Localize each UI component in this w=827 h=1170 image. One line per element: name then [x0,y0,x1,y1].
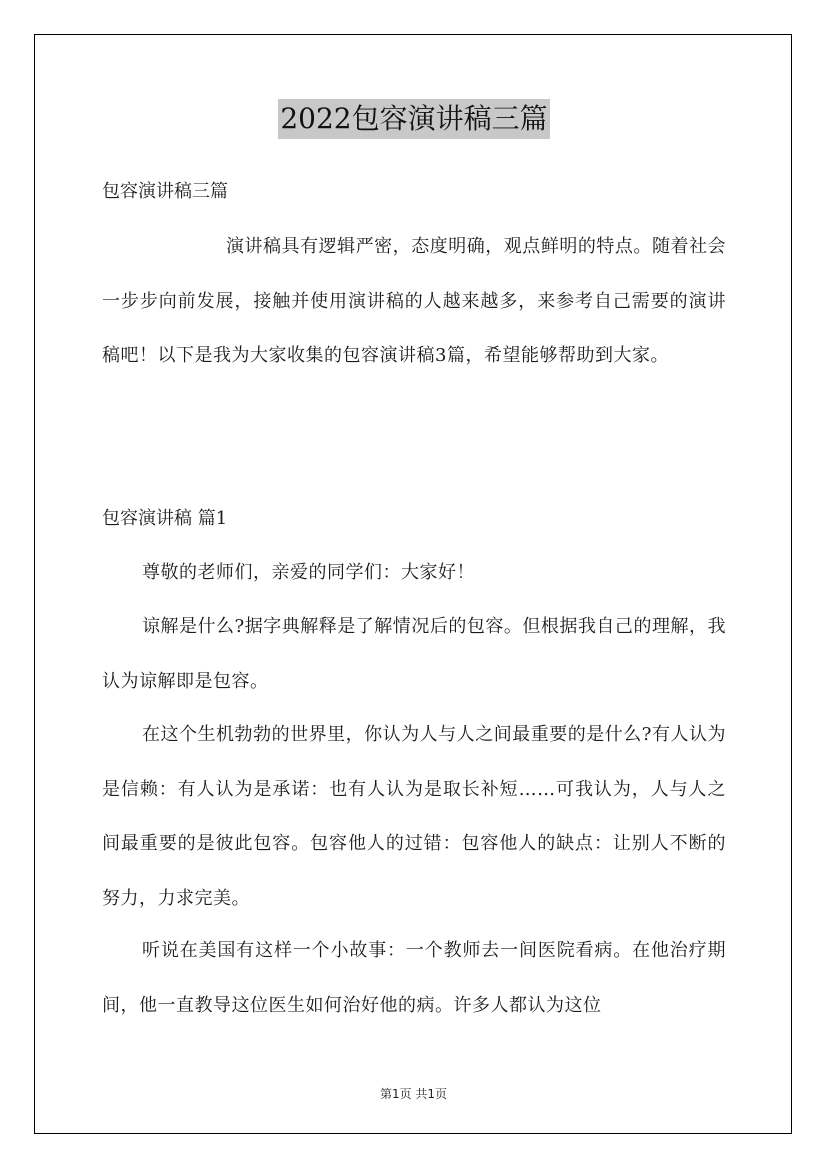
greeting-paragraph[interactable]: 尊敬的老师们，亲爱的同学们：大家好！ [142,562,475,583]
page-number-footer: 第1页 共1页 [379,1087,448,1101]
document-subtitle[interactable]: 包容演讲稿三篇 [102,181,228,202]
body-paragraph-3[interactable]: 听说在美国有这样一个小故事：一个教师去一间医院看病。在他治疗期间，他一直教导这位医生如何治好他的病。许多人都认为这位 [102,940,726,1016]
intro-paragraph[interactable]: 演讲稿具有逻辑严密，态度明确，观点鲜明的特点。随着社会一步步向前发展，接触并使用演讲稿的人越来越多，来参考自己需要的演讲稿吧！以下是我为大家收集的包容演讲稿3篇，希望能够帮助到大家。 [102,236,726,367]
section-heading[interactable]: 包容演讲稿 篇1 [102,508,228,529]
body-paragraph-1[interactable]: 谅解是什么?据字典解释是了解情况后的包容。但根据我自己的理解，我认为谅解即是包容。 [102,616,726,692]
title-container [102,99,726,139]
document-title[interactable]: 2022包容演讲稿三篇 [278,99,549,139]
body-paragraph-2[interactable]: 在这个生机勃勃的世界里，你认为人与人之间最重要的是什么?有人认为是信赖：有人认为是承诺：也有人认为是取长补短……可我认为，人与人之间最重要的是彼此包容。包容他人的过错：包容他人的缺点：让别人不断的努力，力求完美。 [102,724,726,910]
